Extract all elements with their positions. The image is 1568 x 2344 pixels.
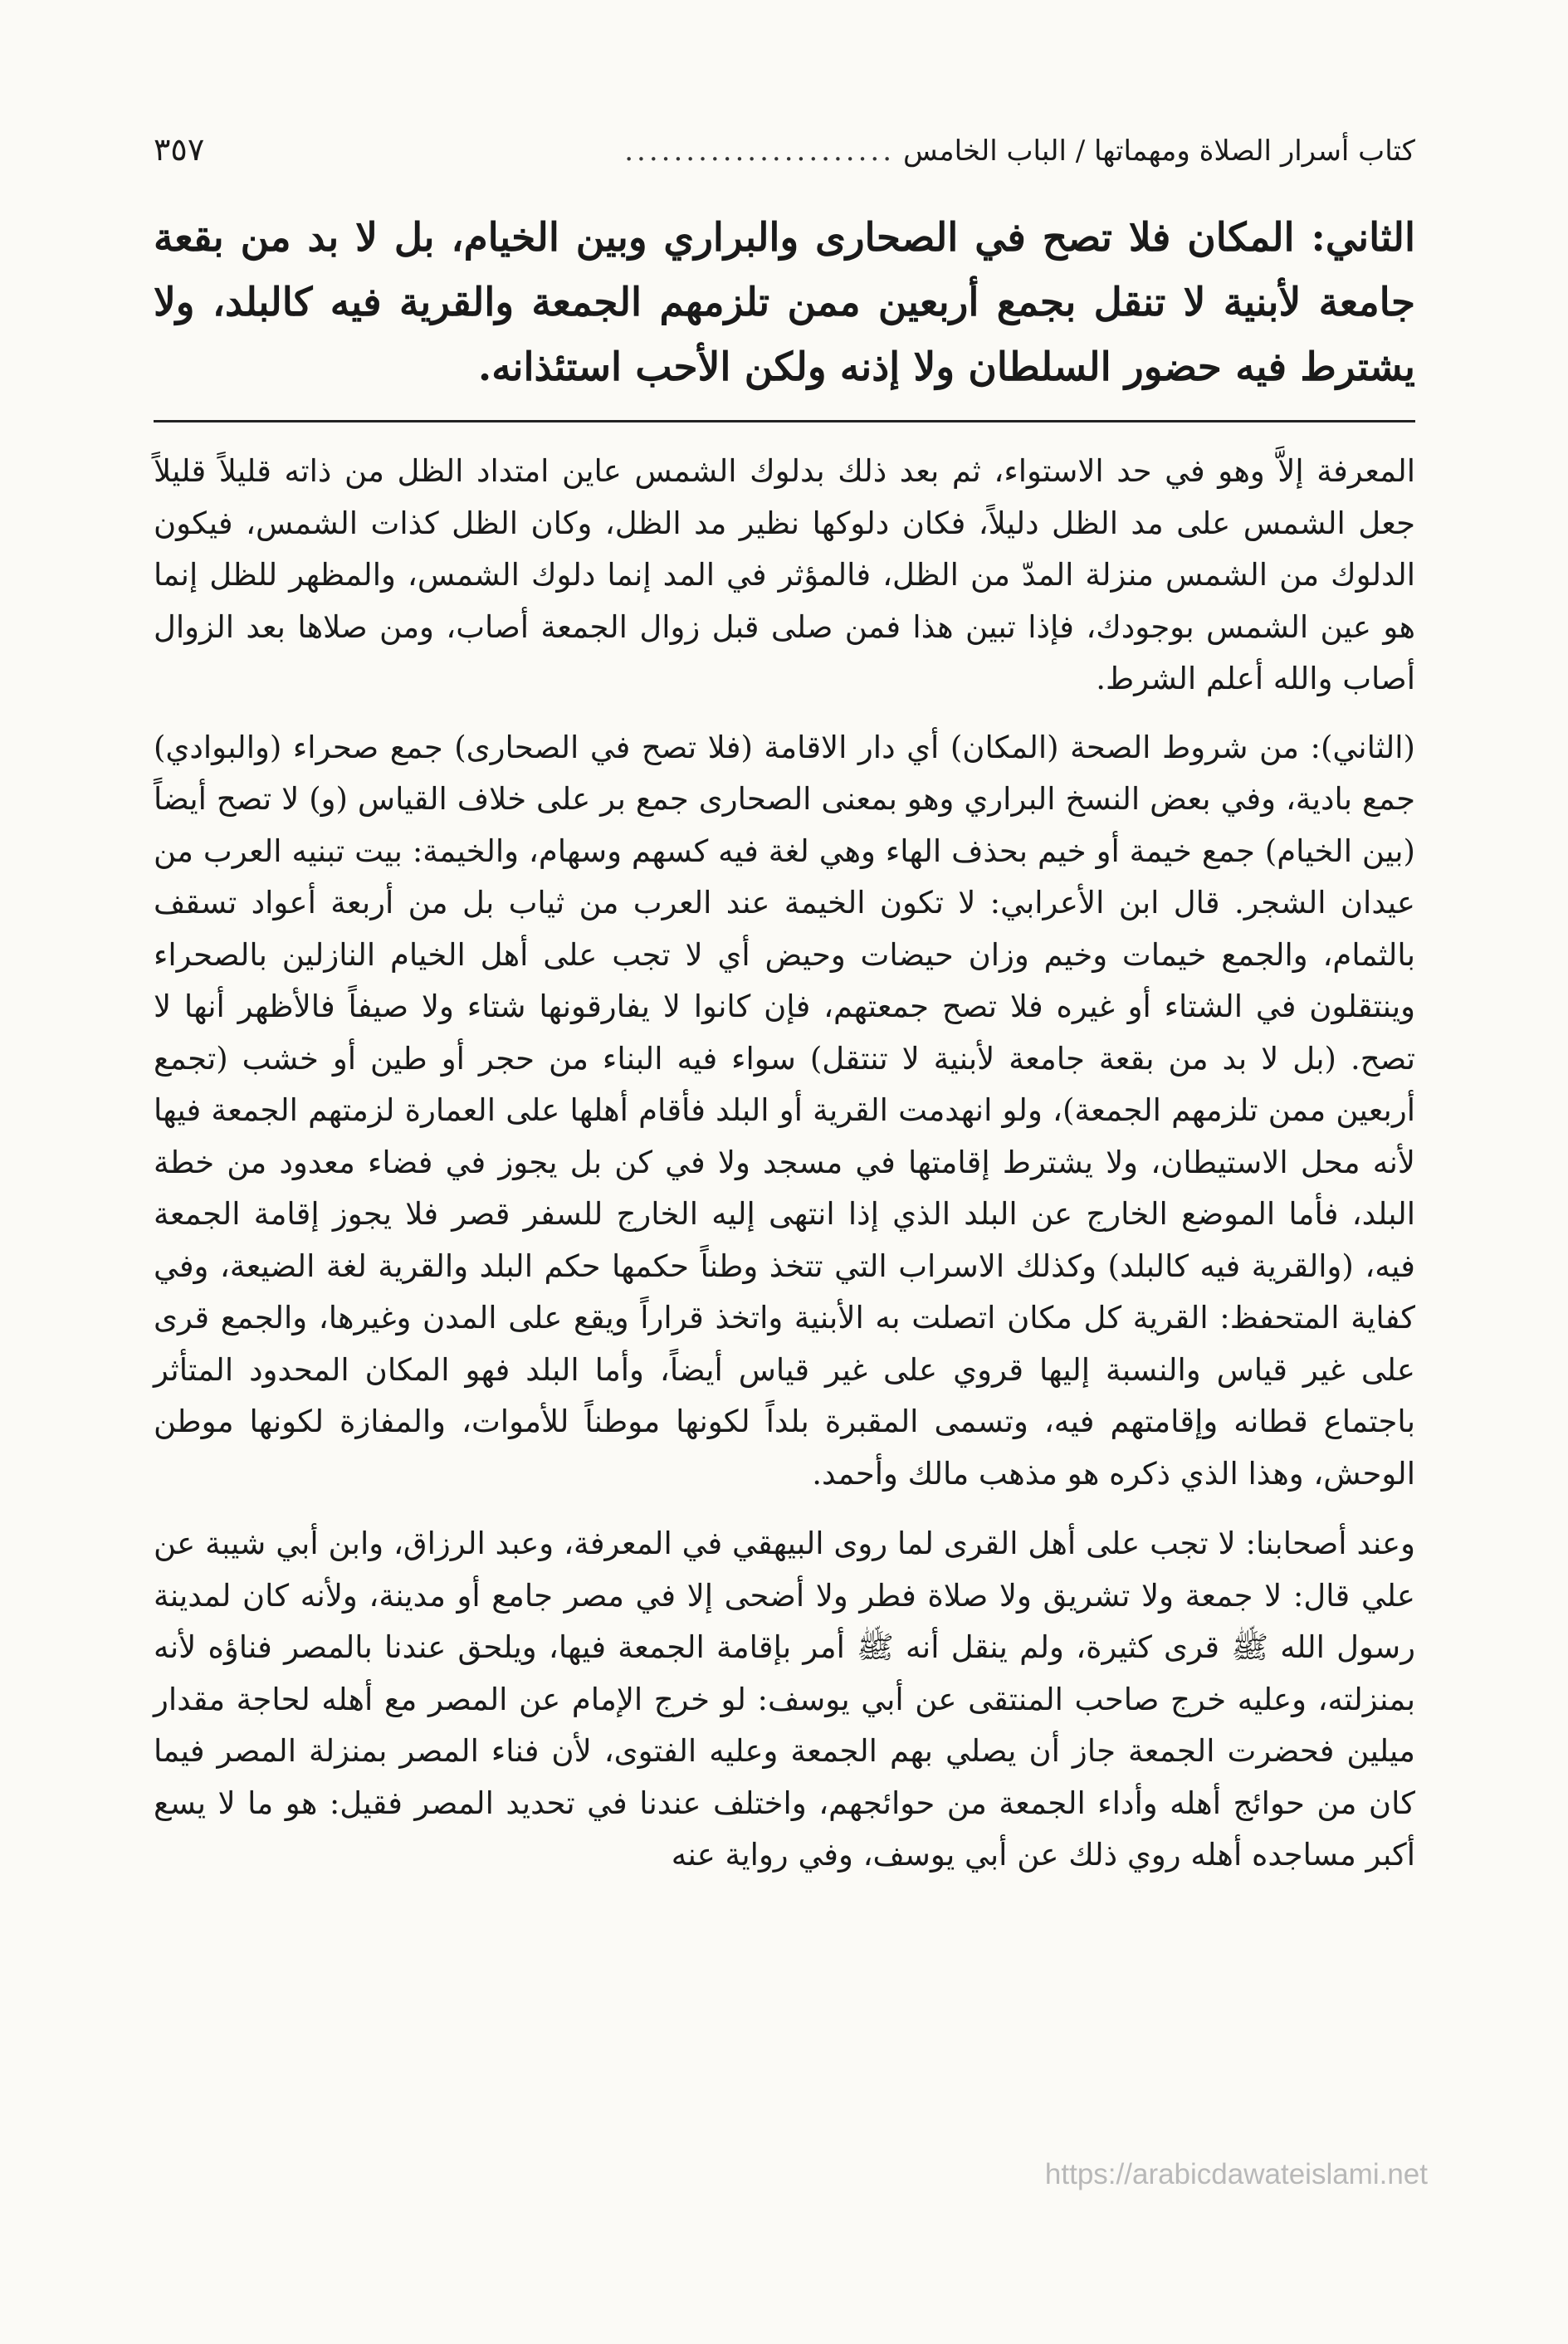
commentary-paragraph-2: (الثاني): من شروط الصحة (المكان) أي دار الاقامة (فلا تصح في الصحارى) جمع صحراء (والبوادي) جمع بادية، وفي بعض النسخ البراري وهو بمعنى الصحارى جمع بر على خلاف القياس (و) لا تصح أيضاً (بين الخيام) جمع خيمة أو خيم بحذف الهاء وهي لغة فيه كسهم وسهام، والخيمة: بيت تبنيه العرب من عيدان الشجر. قال ابن الأعرابي: لا تكون الخيمة عند العرب من ثياب بل من أربعة أعواد تسقف بالثمام، والجمع خيمات وخيم وزان حيضات وحيض أي لا تجب على أهل الخيام النازلين بالصحراء وينتقلون في الشتاء أو غيره فلا تصح جمعتهم، فإن كانوا لا يفارقونها شتاء ولا صيفاً فالأظهر أنها لا تصح. (بل لا بد من بقعة جامعة لأبنية لا تنتقل) سواء فيه البناء من حجر أو طين أو خشب (تجمع أربعين ممن تلزمهم الجمعة)، ولو انهدمت القرية أو البلد فأقام أهلها على العمارة لزمتهم الجمعة فيها لأنه محل الاستيطان، ولا يشترط إقامتها في مسجد ولا في كن بل يجوز في فضاء معدود من خطة البلد، فأما الموضع الخارج عن البلد الذي إذا انتهى إليه الخارج للسفر قصر فلا يجوز إقامة الجمعة فيه، (والقرية فيه كالبلد) وكذلك الاسراب التي تتخذ وطناً حكمها حكم البلد والقرية لغة الضيعة، وفي كفاية المتحفظ: القرية كل مكان اتصلت به الأبنية واتخذ قراراً ويقع على المدن وغيرها، والجمع قرى على غير قياس والنسبة إليها قروي على غير قياس أيضاً، وأما البلد فهو المكان المحدود المتأثر باجتماع قطانه وإقامتهم فيه، وتسمى المقبرة بلداً لكونها موطناً للأموات، والمفازة لكونها موطن الوحش، وهذا الذي ذكره هو مذهب مالك وأحمد. (154, 729, 1415, 1492)
commentary-paragraph-1: المعرفة إلاَّ وهو في حد الاستواء، ثم بعد ذلك بدلوك الشمس عاين امتداد الظل من ذاته قليلاً قليلاً جعل الشمس على مد الظل دليلاً، فكان دلوكها نظير مد الظل، وكان الظل كذات الشمس، فيكون الدلوك من الشمس منزلة المدّ من الظل، فالمؤثر في المد إنما دلوك الشمس، والمظهر للظل إنما هو عين الشمس بوجودك، فإذا تبين هذا فمن صلى قبل زوال الجمعة أصاب، ومن صلاها بعد الزوال أصاب والله أعلم الشرط. (154, 453, 1415, 696)
separator-rule (154, 420, 1415, 422)
main-text: الثاني: المكان فلا تصح في الصحارى والبراري وبين الخيام، بل لا بد من بقعة جامعة لأبنية لا تنقل بجمع أربعين ممن تلزمهم الجمعة والقرية فيه كالبلد، ولا يشترط فيه حضور السلطان ولا إذنه ولكن الأحب استئذانه. (154, 215, 1415, 390)
commentary (154, 446, 1415, 1882)
header-title: كتاب أسرار الصلاة ومهماتها / الباب الخامس (903, 134, 1415, 168)
running-header (154, 125, 1415, 174)
page-number: ٣٥٧ (154, 131, 205, 168)
book-page (154, 125, 1415, 1882)
header-leader-dots: ...................... (624, 134, 896, 168)
commentary-paragraph-3: وعند أصحابنا: لا تجب على أهل القرى لما روى البيهقي في المعرفة، وعبد الرزاق، وابن أبي شيبة عن علي قال: لا جمعة ولا تشريق ولا صلاة فطر ولا أضحى إلا في مصر جامع أو مدينة، ولأنه كان لمدينة رسول الله ﷺ قرى كثيرة، ولم ينقل أنه ﷺ أمر بإقامة الجمعة فيها، ويلحق عندنا بالمصر فناؤه لأنه بمنزلته، وعليه خرج صاحب المنتقى عن أبي يوسف: لو خرج الإمام عن المصر مع أهله لحاجة مقدار ميلين فحضرت الجمعة جاز أن يصلي بهم الجمعة وعليه الفتوى، لأن فناء المصر بمنزلة المصر فيما كان من حوائج أهله وأداء الجمعة من حوائجهم، واختلف عندنا في تحديد المصر فقيل: هو ما لا يسع أكبر مساجده أهله روي ذلك عن أبي يوسف، وفي رواية عنه (154, 1526, 1415, 1873)
source-watermark: https://arabicdawateislami.net (1044, 2158, 1428, 2190)
